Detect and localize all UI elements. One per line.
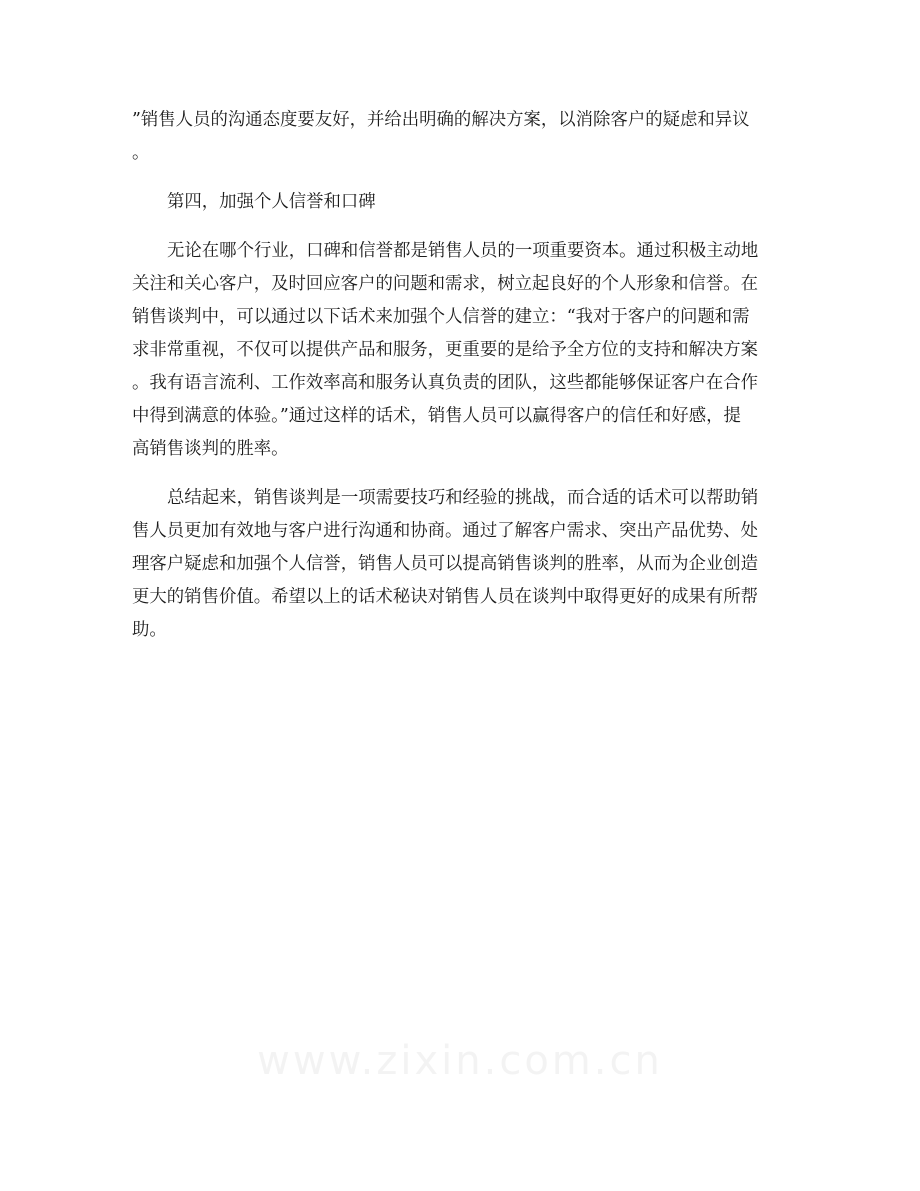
text-line: 销售谈判中，可以通过以下话术来加强个人信誉的建立：“我对于客户的问题和需 xyxy=(132,307,750,327)
text-line: 关注和关心客户，及时回应客户的问题和需求，树立起良好的个人形象和信誉。在 xyxy=(132,274,759,294)
text-line: 中得到满意的体验。”通过这样的话术，销售人员可以赢得客户的信任和好感，提 xyxy=(132,406,741,426)
text-line: 总结起来，销售谈判是一项需要技巧和经验的挑战，而合适的话术可以帮助销 xyxy=(167,488,759,508)
text-line: 高销售谈判的胜率。 xyxy=(132,439,289,459)
paragraph-spacer xyxy=(132,219,786,235)
heading-text: 第四，加强个人信誉和口碑 xyxy=(167,192,376,212)
watermark: www.zixin.com.cn xyxy=(257,1038,663,1084)
paragraph-conclusion xyxy=(132,482,786,647)
paragraph-spacer xyxy=(132,170,786,186)
paragraph-spacer xyxy=(132,466,786,482)
text-line: 理客户疑虑和加强个人信誉，销售人员可以提高销售谈判的胜率，从而为企业创造 xyxy=(132,554,759,574)
text-line: 助。 xyxy=(132,620,167,640)
section-heading xyxy=(132,186,786,219)
text-line: ”销售人员的沟通态度要友好，并给出明确的解决方案，以消除客户的疑虑和异议 xyxy=(132,110,750,130)
document-body xyxy=(132,104,786,647)
text-line: 。 xyxy=(132,143,150,163)
paragraph-continuation xyxy=(132,104,786,170)
text-line: 无论在哪个行业，口碑和信誉都是销售人员的一项重要资本。通过积极主动地 xyxy=(167,241,759,261)
paragraph-reputation xyxy=(132,235,786,466)
text-line: 更大的销售价值。希望以上的话术秘诀对销售人员在谈判中取得更好的成果有所帮 xyxy=(132,587,759,607)
text-line: 。我有语言流利、工作效率高和服务认真负责的团队，这些都能够保证客户在合作 xyxy=(132,373,759,393)
text-line: 售人员更加有效地与客户进行沟通和协商。通过了解客户需求、突出产品优势、处 xyxy=(132,521,759,541)
text-line: 求非常重视，不仅可以提供产品和服务，更重要的是给予全方位的支持和解决方案 xyxy=(132,340,759,360)
